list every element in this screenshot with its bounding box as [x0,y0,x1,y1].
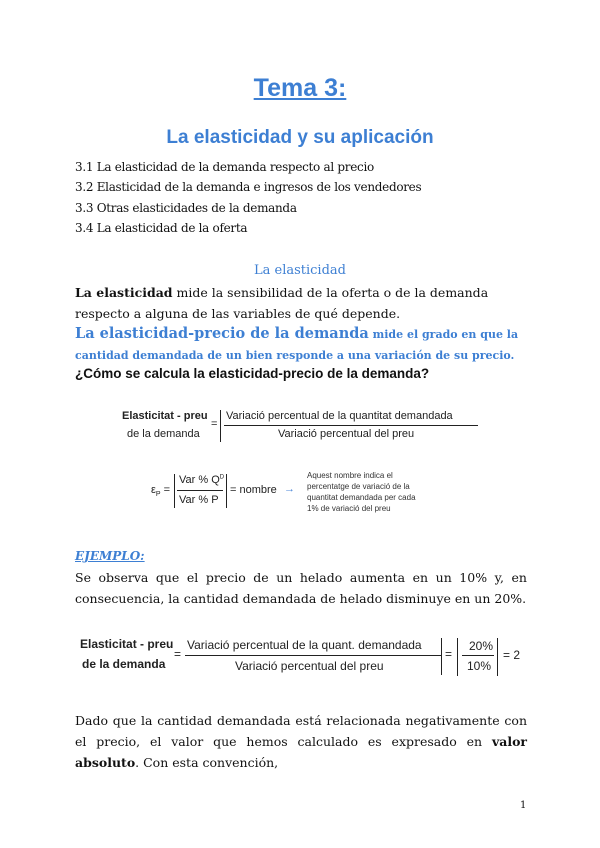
definition-text: mide la sensibilidad de la oferta o de la demanda respecto a alguna de las variables de qué depende. [75,285,489,321]
formula2-result: = nombre [230,484,277,496]
formula1-equals: = [211,418,218,430]
paragraph-definition [75,282,527,324]
formula2-numerator: Var % $Q^D$ [179,474,225,486]
formula1-fraction-line [224,425,478,426]
abs-bar-right [497,638,498,676]
page-number: 1 [520,800,527,811]
term-bold: La elasticidad [75,285,173,300]
formula1-numerator: Variació percentual de la quantitat demandada [226,410,453,422]
formula3-fraction-line [185,655,441,656]
absolute-value-bold: valor absoluto [75,734,527,770]
abs-bar-left [174,474,175,508]
formula1-lhs-top: Elasticitat - preu [122,410,208,422]
formula3-bar [441,638,442,675]
abs-bar-left [457,638,458,676]
formula1-denominator: Variació percentual del preu [278,428,415,440]
example-text: Se observa que el precio de un helado aumenta en un 10% y, en consecuencia, la cantidad demandada de helado disminuye en un 20%. [75,570,527,606]
formula2-note: Aquest nombre indica el percentatge de variació de la quantitat demandada per cada 1% de variació del preu [307,471,416,513]
formula3-lhs-bottom: de la demanda [82,657,166,671]
term-price-elasticity: La elasticidad-precio de la demanda [75,325,369,342]
toc-item: 3.3 Otras elasticidades de la demanda [75,201,297,215]
page-title: Tema 3: [253,74,347,102]
formula3-equals-2: = [445,647,453,661]
formula3-numerator: Variació percentual de la quant. demandada [187,638,422,652]
formula2-fraction-line [177,490,223,491]
formula1-lhs-bottom: de la demanda [127,428,200,440]
question-heading: ¿Cómo se calcula la elasticidad-precio de la demanda? [75,366,430,381]
abs-bar-right [226,474,227,508]
formula1-bar [220,410,221,442]
formula3-abs-fraction-line [462,655,494,656]
toc-item: 3.4 La elasticidad de la oferta [75,221,248,235]
formula3-abs-numerator: 20% [469,639,494,653]
toc-item: 3.2 Elasticidad de la demanda e ingresos de los vendedores [75,180,422,194]
page-subtitle: La elasticidad y su aplicación [166,127,434,148]
toc-item: 3.1 La elasticidad de la demanda respecto al precio [75,160,374,174]
paragraph-price-elasticity [75,324,527,366]
formula3-equals: = [174,647,182,661]
formula3-lhs-top: Elasticitat - preu [80,637,174,651]
formula3-result: = 2 [503,648,521,662]
epsilon-symbol: $\varepsilon_P$ = [151,484,171,499]
section-title: La elasticidad [253,263,346,278]
formula3-denominator: Variació percentual del preu [235,659,384,673]
example-label: EJEMPLO: [75,549,145,563]
price-elasticity-text: mide el grado en que la cantidad demandada de un bien responde a una variación de su precio. [75,328,519,362]
formula2-denominator: Var % P [179,494,219,506]
formula3-abs-denominator: 10% [467,659,492,673]
arrow-right-icon: → [284,483,295,495]
closing-paragraph: Dado que la cantidad demandada está relacionada negativamente con el precio, el valor que hemos calculado es expresado en valor absoluto. Con esta convención, [75,713,527,770]
